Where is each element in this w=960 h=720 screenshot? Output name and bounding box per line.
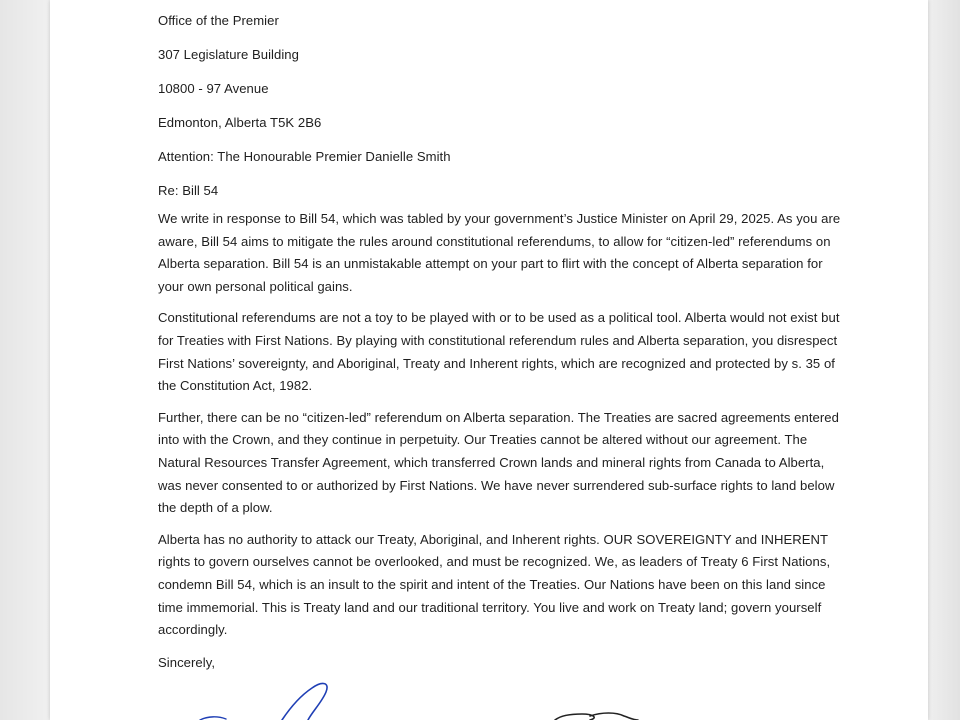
letter-body bbox=[158, 10, 848, 674]
signature-area bbox=[50, 672, 928, 720]
subject-line: Re: Bill 54 bbox=[158, 183, 219, 198]
closing-salutation: Sincerely, bbox=[158, 654, 216, 670]
signature-blue bbox=[282, 683, 327, 720]
signature-black bbox=[555, 713, 638, 720]
paragraph-4: Alberta has no authority to attack our Treaty, Aboriginal, and Inherent rights. OUR SOVEREIGNTY and INHERENT rights to govern ourselves cannot be overlooked, and must be recognized. We, as leaders of Treaty 6 First Nations, condemn Bill 54, which is an insult to the spirit and intent of the Treaties. Our Nations have been on this land since time immemorial. This is Treaty land and our traditional territory. You live and work on Treaty land; govern yourself accordingly. bbox=[158, 531, 831, 638]
signatures-svg bbox=[50, 672, 928, 720]
paragraph-1: We write in response to Bill 54, which was tabled by your government’s Justice Minister on April 29, 2025. As you are aware, Bill 54 aims to mitigate the rules around constitutional referendums, to allow for “citizen-led” referendums on Alberta separation. Bill 54 is an unmistakable attempt on your part to flirt with the concept of Alberta separation for your own personal political gains. bbox=[158, 211, 841, 294]
paragraph-2: Constitutional referendums are not a toy to be played with or to be used as a political tool. Alberta would not exist but for Treaties with First Nations. By playing with constitutional referendum rules and Alberta separation, you disrespect First Nations’ sovereignty, and Aboriginal, Treaty and Inherent rights, which are recognized and protected by s. 35 of the Constitution Act, 1982. bbox=[158, 310, 840, 394]
letter-page bbox=[50, 0, 928, 720]
attention-line: Attention: The Honourable Premier Danielle Smith bbox=[158, 149, 451, 164]
recipient-city: Edmonton, Alberta T5K 2B6 bbox=[158, 115, 322, 130]
paragraph-3: Further, there can be no “citizen-led” referendum on Alberta separation. The Treaties are sacred agreements entered into with the Crown, and they continue in perpetuity. Our Treaties cannot be altered without our agreement. The Natural Resources Transfer Agreement, which transferred Crown lands and mineral rights from Canada to Alberta, was never consented to or authorized by First Nations. We have never surrendered sub-surface rights to land below the depth of a plow. bbox=[158, 409, 839, 516]
viewer-background-left bbox=[0, 0, 50, 720]
viewer-background-right bbox=[928, 0, 960, 720]
recipient-street: 10800 - 97 Avenue bbox=[158, 81, 269, 96]
recipient-office: Office of the Premier bbox=[158, 13, 279, 28]
recipient-building: 307 Legislature Building bbox=[158, 47, 299, 62]
